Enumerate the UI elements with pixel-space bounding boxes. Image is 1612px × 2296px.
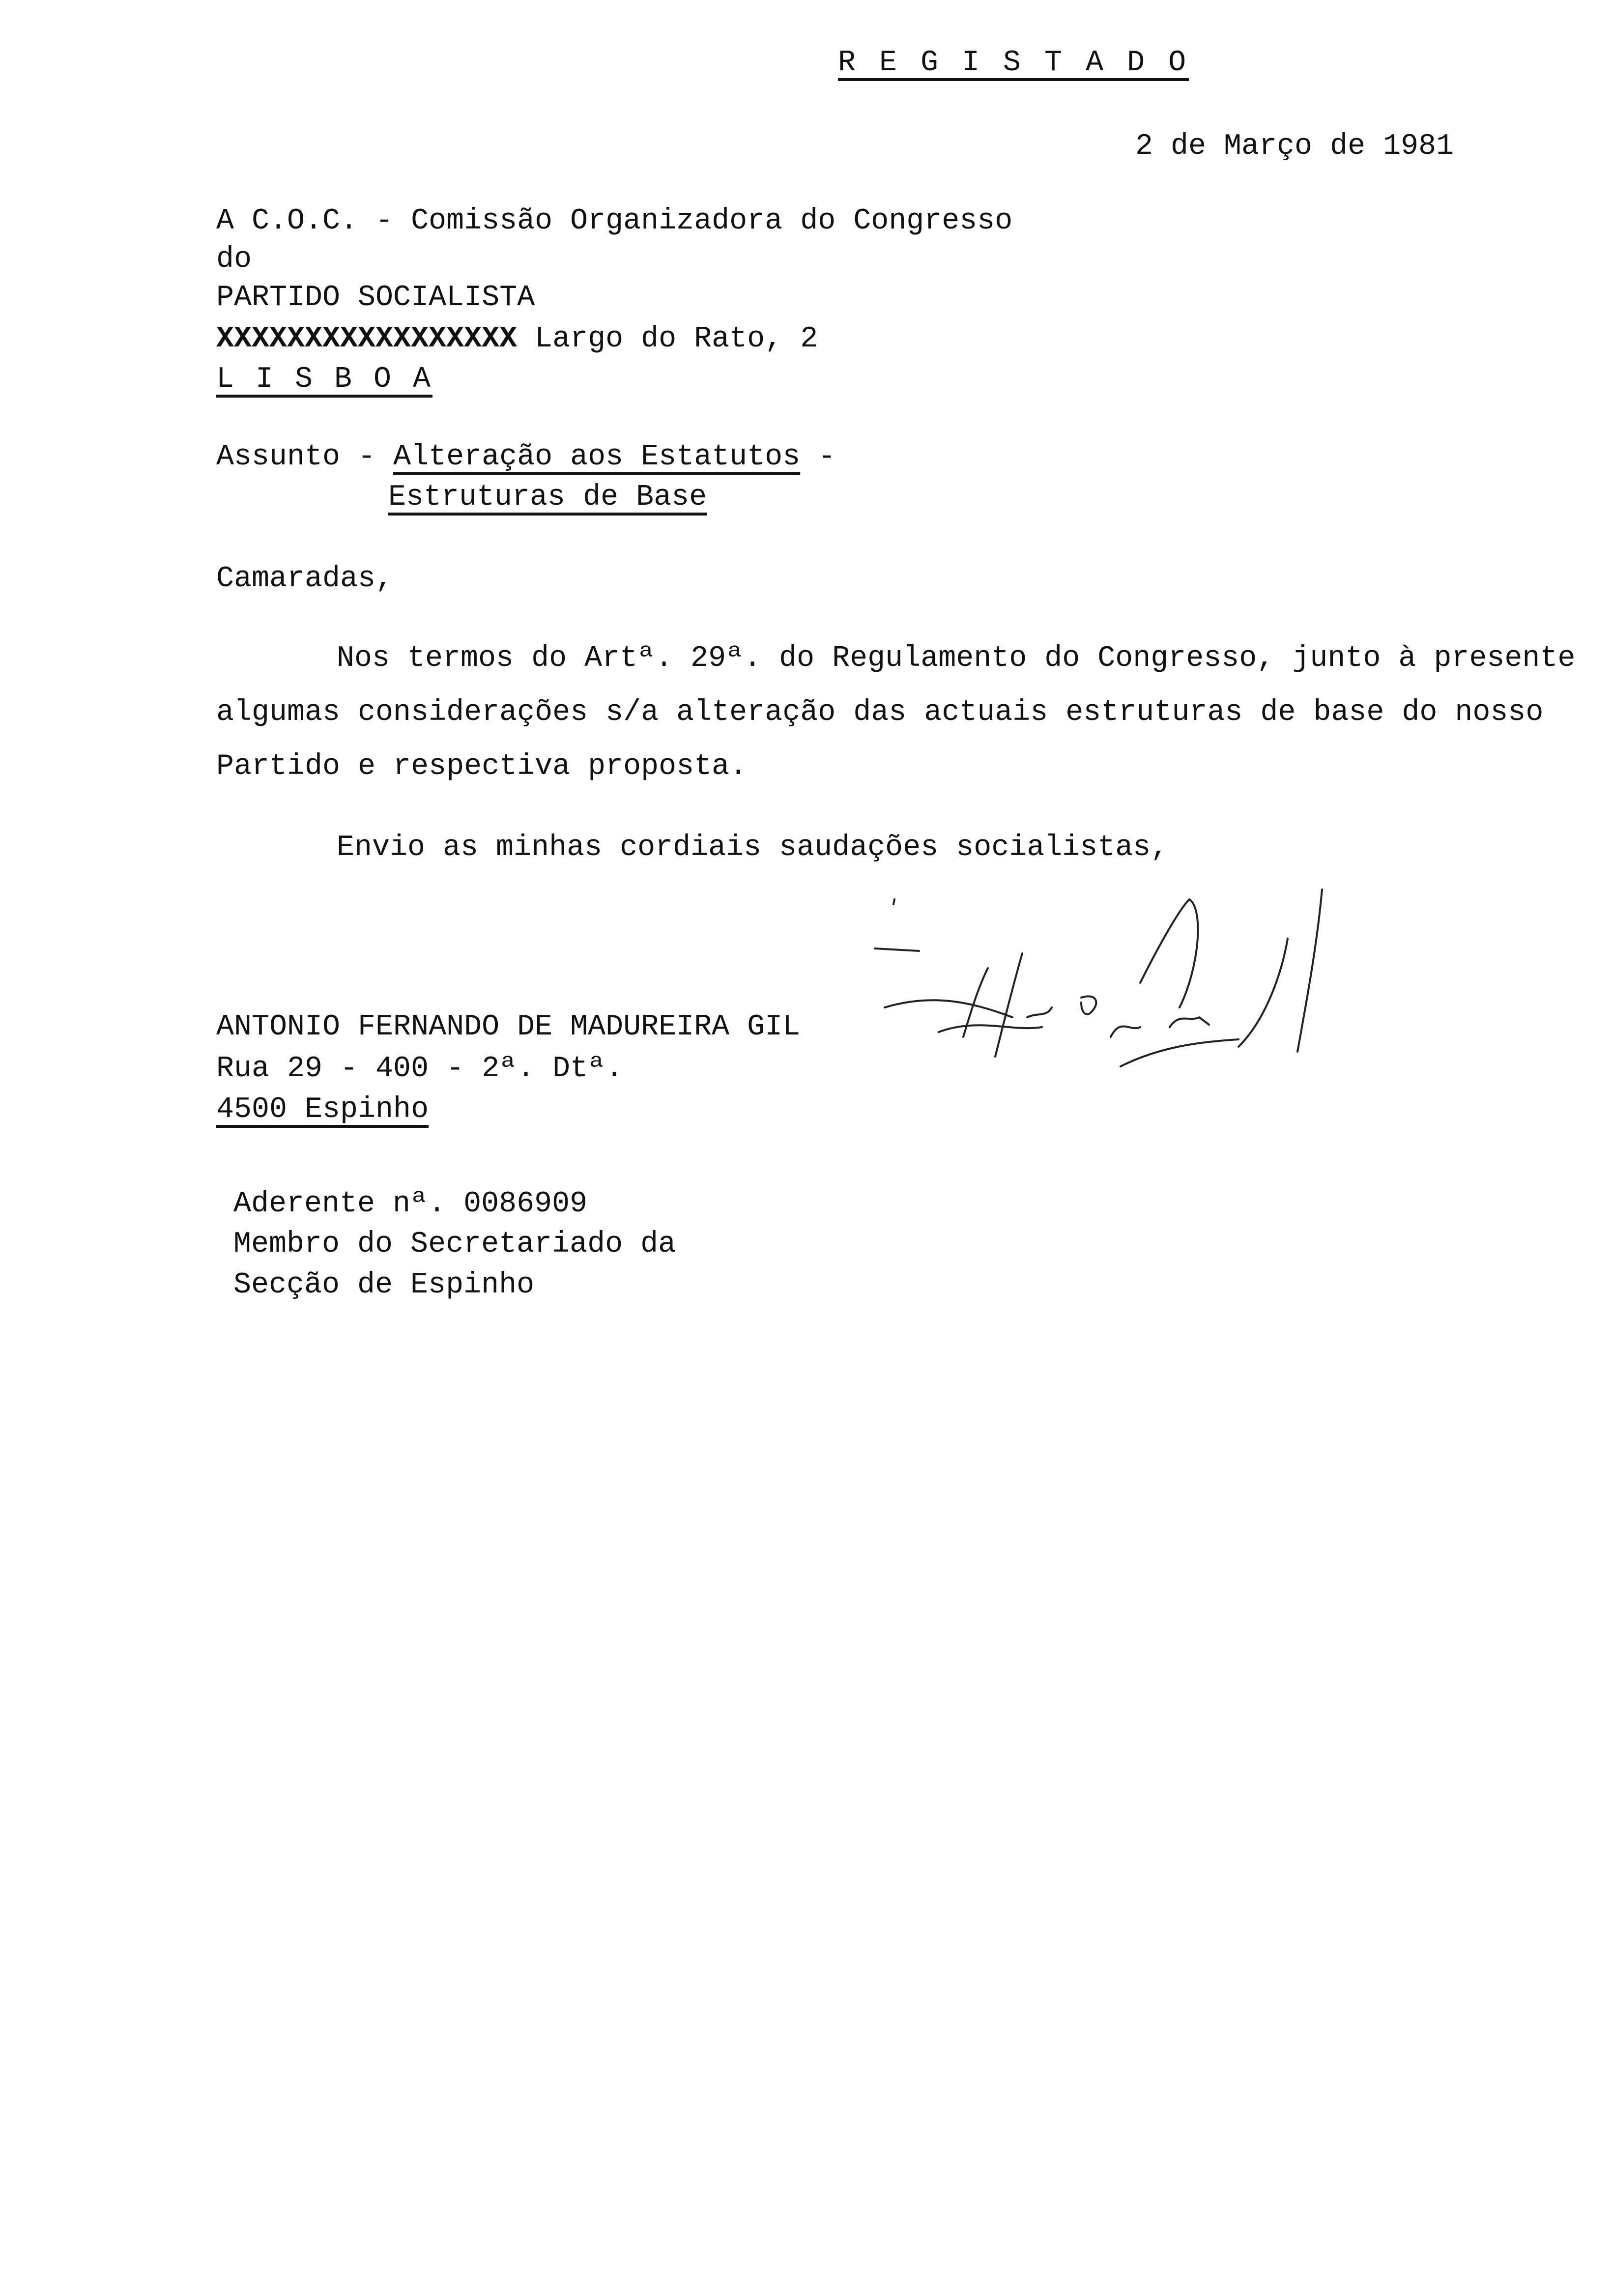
body-paragraph-1-line-3: Partido e respectiva proposta. [216,750,748,783]
recipient-line-2: do [216,243,252,276]
recipient-address: Largo do Rato, 2 [517,322,818,356]
subject-label: Assunto - [216,440,394,474]
body-paragraph-1-line-1: Nos termos do Artª. 29ª. do Regulamento do Congresso, junto à presente [337,642,1576,675]
recipient-address-line [216,324,818,354]
membership-section: Secção de Espinho [233,1268,535,1302]
registered-stamp: R E G I S T A D O [838,46,1189,80]
sender-city: 4500 Espinho [216,1093,429,1126]
body-paragraph-1-line-2: algumas considerações s/a alteração das actuais estruturas de base do nosso [216,696,1544,729]
recipient-city: L I S B O A [216,363,433,396]
subject-title-2: Estruturas de Base [388,481,707,514]
struck-out-text: XXXXXXXXXXXXXXXXX [216,322,518,356]
recipient-line-1: A C.O.C. - Comissão Organizadora do Congresso [216,204,1013,238]
subject-dash: - [800,440,836,474]
salutation: Camaradas, [216,562,394,596]
letter-date: 2 de Março de 1981 [1135,130,1454,163]
membership-role: Membro do Secretariado da [233,1228,676,1261]
subject-title-1: Alteração aos Estatutos [393,440,801,474]
recipient-line-3: PARTIDO SOCIALISTA [216,281,535,315]
handwritten-signature [865,870,1455,1096]
sender-street: Rua 29 - 400 - 2ª. Dtª. [216,1052,624,1086]
membership-number: Aderente nª. 0086909 [233,1187,588,1221]
subject-line-1 [216,442,835,472]
sender-name: ANTONIO FERNANDO DE MADUREIRA GIL [216,1010,801,1044]
body-paragraph-2: Envio as minhas cordiais saudações socialistas, [337,831,1169,864]
